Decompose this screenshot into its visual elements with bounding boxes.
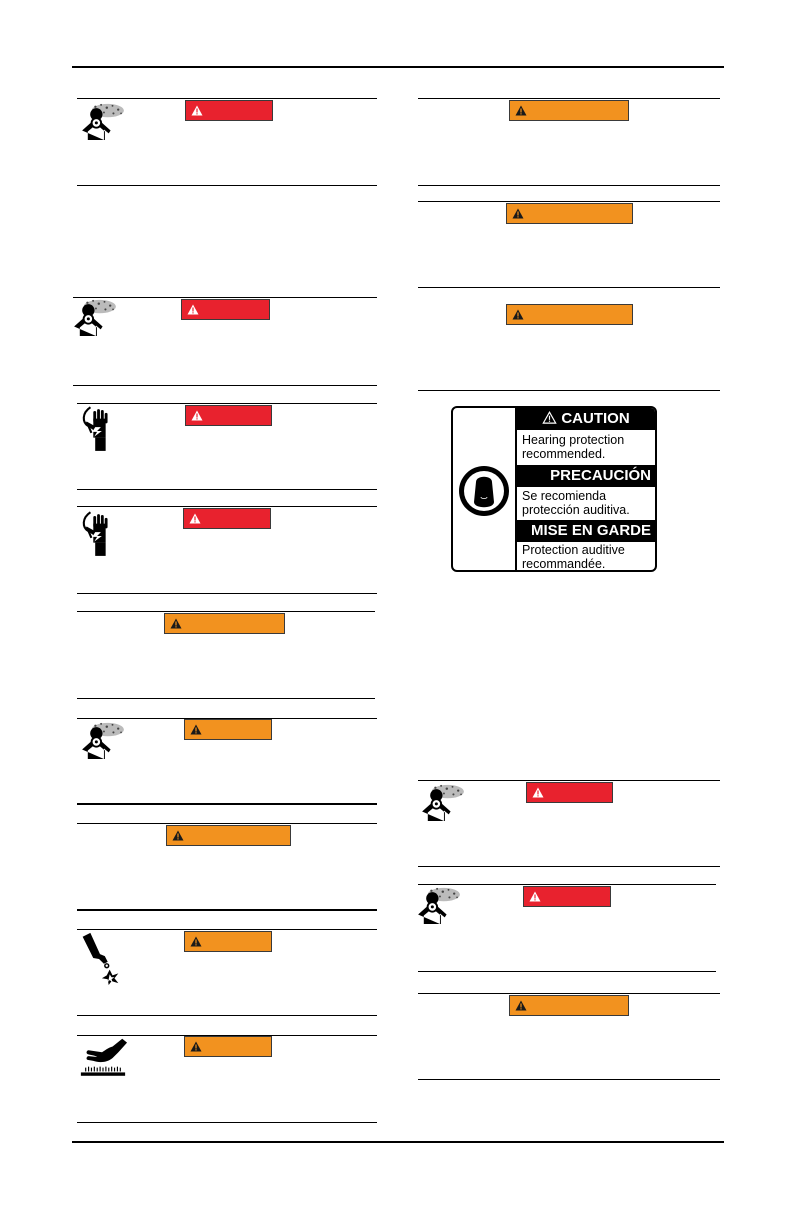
hearing-protection-icon	[457, 464, 511, 518]
page-footer-rule	[72, 1141, 724, 1143]
breathing-hazard-icon	[420, 783, 466, 821]
section-rule	[77, 929, 377, 930]
section-rule	[73, 297, 377, 298]
section-rule	[418, 185, 720, 186]
danger-signal-badge	[181, 299, 270, 320]
danger-signal-badge	[185, 405, 272, 426]
section-rule	[77, 803, 377, 805]
section-rule	[73, 385, 377, 386]
section-rule	[77, 823, 377, 824]
section-rule	[418, 98, 720, 99]
label-text-line: Protection auditive	[522, 543, 625, 557]
section-rule	[77, 593, 377, 594]
label-precaucion-text	[522, 489, 654, 517]
section-rule	[418, 780, 720, 781]
section-rule	[418, 884, 716, 885]
exclamation-triangle-icon	[191, 105, 203, 116]
section-rule	[77, 909, 377, 911]
caution-signal-badge	[184, 931, 272, 952]
label-text-line: recommandée.	[522, 557, 606, 571]
label-mise-title: MISE EN GARDE	[530, 522, 651, 539]
section-rule	[77, 506, 377, 507]
exclamation-triangle-icon	[515, 1000, 527, 1011]
exclamation-triangle-icon	[189, 513, 201, 524]
exclamation-triangle-icon	[172, 830, 184, 841]
label-caution-text	[522, 433, 654, 461]
section-rule	[418, 201, 720, 202]
section-rule	[418, 971, 716, 972]
exclamation-triangle-icon	[190, 936, 202, 947]
page-header-rule	[72, 66, 724, 68]
section-rule	[418, 287, 720, 288]
label-caution-heading	[517, 408, 655, 430]
exclamation-triangle-icon	[512, 309, 524, 320]
label-text-line: recommended.	[522, 447, 606, 461]
section-rule	[418, 866, 720, 867]
danger-signal-badge	[523, 886, 611, 907]
label-precaucion-heading	[517, 465, 655, 487]
hot-surface-hand-icon	[78, 1038, 128, 1078]
section-rule	[77, 185, 377, 186]
caution-signal-badge	[184, 1036, 272, 1057]
section-rule	[77, 611, 375, 612]
warning-signal-badge	[509, 100, 629, 121]
hearing-protection-label	[451, 406, 657, 572]
label-text-panel	[517, 408, 655, 570]
label-pictogram-panel	[453, 408, 517, 570]
section-rule	[418, 993, 720, 994]
label-text-line: Se recomienda	[522, 489, 607, 503]
danger-signal-badge	[185, 100, 273, 121]
breathing-hazard-icon	[416, 886, 462, 924]
section-rule	[418, 390, 720, 391]
section-rule	[77, 1015, 377, 1016]
label-mise-text	[522, 543, 654, 571]
exclamation-triangle-icon	[512, 208, 524, 219]
section-rule	[77, 98, 377, 99]
exclamation-triangle-icon	[532, 787, 544, 798]
warning-signal-badge	[164, 613, 285, 634]
section-rule	[77, 698, 375, 699]
section-rule	[77, 403, 377, 404]
warning-signal-badge	[166, 825, 291, 846]
electric-shock-hand-icon	[80, 405, 118, 455]
label-text-line: Hearing protection	[522, 433, 625, 447]
section-rule	[418, 1079, 720, 1080]
exclamation-triangle-icon	[529, 891, 541, 902]
flying-object-hand-icon	[80, 931, 120, 985]
breathing-hazard-icon	[80, 102, 126, 140]
breathing-hazard-icon	[72, 298, 118, 336]
exclamation-triangle-icon	[542, 411, 557, 424]
caution-signal-badge	[184, 719, 272, 740]
warning-signal-badge	[506, 304, 633, 325]
exclamation-triangle-icon	[515, 105, 527, 116]
section-rule	[77, 1122, 377, 1123]
warning-signal-badge	[509, 995, 629, 1016]
exclamation-triangle-icon	[170, 618, 182, 629]
breathing-hazard-icon	[80, 721, 126, 759]
exclamation-triangle-icon	[187, 304, 199, 315]
exclamation-triangle-icon	[191, 410, 203, 421]
exclamation-triangle-icon	[190, 724, 202, 735]
electric-shock-hand-icon	[80, 510, 118, 560]
danger-signal-badge	[526, 782, 613, 803]
danger-signal-badge	[183, 508, 271, 529]
label-precaucion-title: PRECAUCIÓN	[550, 467, 651, 484]
label-text-line: protección auditiva.	[522, 503, 630, 517]
label-mise-heading	[517, 520, 655, 542]
warning-signal-badge	[506, 203, 633, 224]
exclamation-triangle-icon	[190, 1041, 202, 1052]
section-rule	[77, 489, 377, 490]
label-caution-title: CAUTION	[561, 410, 630, 427]
